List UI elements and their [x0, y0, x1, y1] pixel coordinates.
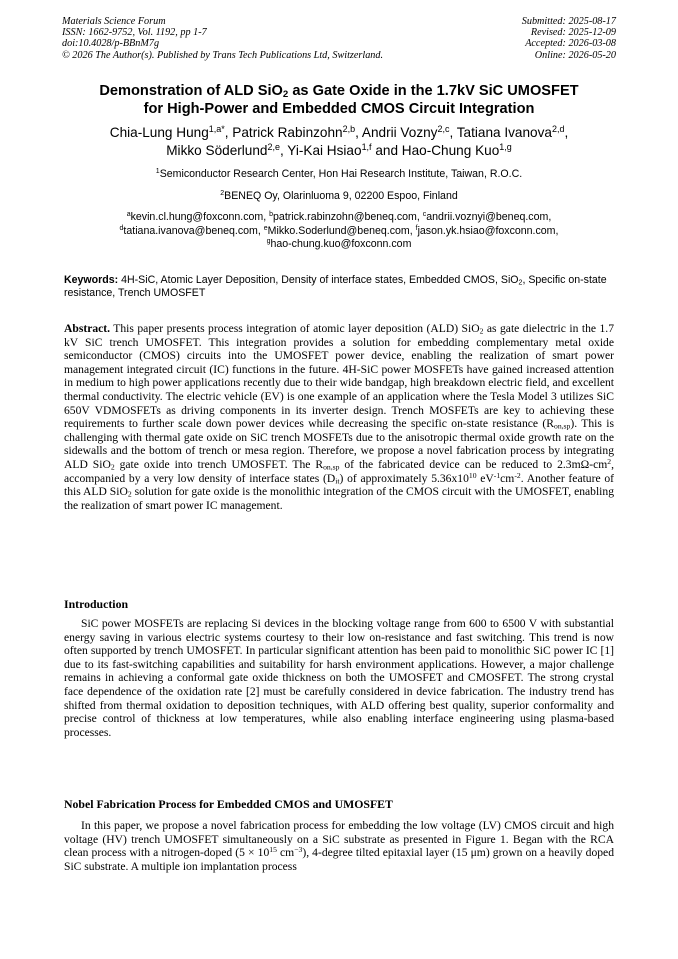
journal-name: Materials Science Forum	[62, 16, 166, 27]
issn: ISSN: 1662-9752, Vol. 1192, pp 1-7	[62, 27, 207, 39]
author: Andrii Vozny$^{2,c}$,	[361, 124, 457, 140]
email[interactable]: $^d$tatiana.ivanova@beneq.com	[119, 224, 258, 237]
abstract: Abstract. This paper presents process integration of atomic layer deposition (ALD) SiO$_2$ as gate dielectric in the 1.7 kV SiC trench UMOSFET. This integration provides a solution for embedding complementary metal oxide semiconductor (CMOS) circuits into the UMOSFET power device, enabling the realization of smart power management integrated circuit (IC) functions in the future. 4H-SiC power MOSFETs have gained increased attention in medium to high power applications recently due to their wide bandgap, high breakdown electric field, and excellent thermal conductivity. The electric vehicle (EV) is one example of an application where the Tesla Model 3 utilizes SiC 650V VDMOSFETs as driving components in its inverter design. Trench MOSFETs are key to achieving these requirements to further scale down power devices while decreasing the specific on-state resistance $(R_{on,sp})$. This is challenging with thermal gate oxide on SiC trench MOSFETs due to the anisotropic thermal oxide growth rate on the sidewalls and the bottom of trench or mesa region. Therefore, we propose a novel fabrication process by integrating ALD SiO$_2$ gate oxide into trench UMOSFET. The $R_{on,sp}$ of the fabricated device can be reduced to $2.3m\Omega-cm^2$, accompanied by a very low density of interface states $(D_{it})$ of approximately $5.36x10^{10}$ $eV^{-1}cm^{-2}$. Another feature of this ALD SiO$_2$ solution for gate oxide is the monolithic integration of the CMOS circuit with the UMOSFET, enabling the realization of smart power IC management.	[64, 322, 615, 512]
affiliation-2: $^2$BENEQ Oy, Olarinluoma 9, 02200 Espoo, Finland	[220, 190, 458, 202]
header-left	[62, 16, 383, 61]
online-date: Online: 2026-05-20	[534, 49, 616, 61]
introduction-paragraph: SiC power MOSFETs are replacing Si devices in the blocking voltage range from 600 to 6500 V with substantial energy saving in various electric systems courtesy to their low on-resistance and fast switching. This trend is now often supported by trench UMOSFET. In particular significant attention has been paid to monolithic SiC power IC [1] due to its fast-switching capabilities and suitability for harsh environment applications. However, a major challenge remains in achieving a conformal gate oxide thickness on both the UMOSFET and CMOSFET. The strong crystal face dependence of the oxidation rate [2] must be carefully considered in device fabrication. The industry trend has shifted from thermal oxidation to deposition techniques, with ALD offering best quality, superior conformality and precise control of thickness at low temperatures, while also enabling interface engineering using plasma-based processes.	[64, 617, 614, 739]
submitted-date: Submitted: 2025-08-17	[521, 16, 616, 27]
doi: doi:10.4028/p-BBnM7g	[62, 38, 160, 50]
affiliation-1: $^1$Semiconductor Research Center, Hon Hai Research Institute, Taiwan, R.O.C.	[155, 168, 523, 180]
author: Tatiana Ivanova$^{2,d}$,	[456, 124, 569, 140]
email-list: $^a$kevin.cl.hung@foxconn.com, $^b$patrick.rabinzohn@beneq.com, $^c$andrii.voznyi@beneq.com, $^d$tatiana.ivanova@beneq.com, $^e$Mikko.Soderlund@beneq.com, $^f$jason.yk.hsiao@foxconn.com, $^g$hao-chung.kuo@foxconn.com	[119, 211, 559, 251]
keywords: Keywords: 4H-SiC, Atomic Layer Deposition, Density of interface states, Embedded CMOS, SiO$_2$, Specific on-state resistance, Trench UMOSFET	[64, 274, 607, 299]
header-right	[522, 16, 616, 61]
email[interactable]: $^e$Mikko.Soderlund@beneq.com	[263, 224, 410, 237]
author: Yi-Kai Hsiao$^{1,f}$ and	[287, 142, 402, 159]
revised-date: Revised: 2025-12-09	[530, 27, 616, 39]
copyright: © 2026 The Author(s). Published by Trans Tech Publications Ltd, Switzerland.	[62, 49, 384, 61]
accepted-date: Accepted: 2026-03-08	[525, 38, 616, 50]
author: Chia-Lung Hung$^{1,a*}$,	[109, 124, 233, 140]
fabrication-paragraph: In this paper, we propose a novel fabrication process for embedding the low voltage (LV) CMOS circuit and high voltage (HV) trench UMOSFET simultaneously on a SiC substrate as presented in Figure 1. Began with the RCA clean process with a nitrogen-doped ($5 \times 10^{15}$ $cm^{-3}$), 4-degree tilted epitaxial layer (15 μm) grown on a heavily doped SiC substrate. A multiple ion implantation process	[64, 819, 614, 873]
author-list	[30, 124, 648, 161]
email[interactable]: $^b$patrick.rabinzohn@beneq.com	[269, 211, 417, 223]
keywords-label: Keywords:	[64, 274, 119, 286]
email[interactable]: $^g$hao-chung.kuo@foxconn.com	[266, 238, 412, 251]
section-heading-introduction: Introduction	[64, 597, 129, 611]
paper-title: Demonstration of ALD SiO$_2$ as Gate Oxide in the 1.7kV SiC UMOSFET for High-Power and Embedded CMOS Circuit Integration	[99, 83, 579, 117]
author: Hao-Chung Kuo$^{1,g}$	[401, 142, 512, 159]
email[interactable]: $^a$kevin.cl.hung@foxconn.com	[126, 211, 264, 223]
section-heading-fabrication: Nobel Fabrication Process for Embedded CMOS and UMOSFET	[64, 797, 393, 811]
abstract-label: Abstract.	[64, 322, 111, 335]
author: Mikko Söderlund$^{2,e}$,	[166, 142, 288, 159]
author: Patrick Rabinzohn$^{2,b}$,	[232, 124, 362, 140]
email[interactable]: $^f$jason.yk.hsiao@foxconn.com	[415, 224, 556, 237]
email[interactable]: $^c$andrii.voznyi@beneq.com	[422, 211, 549, 223]
